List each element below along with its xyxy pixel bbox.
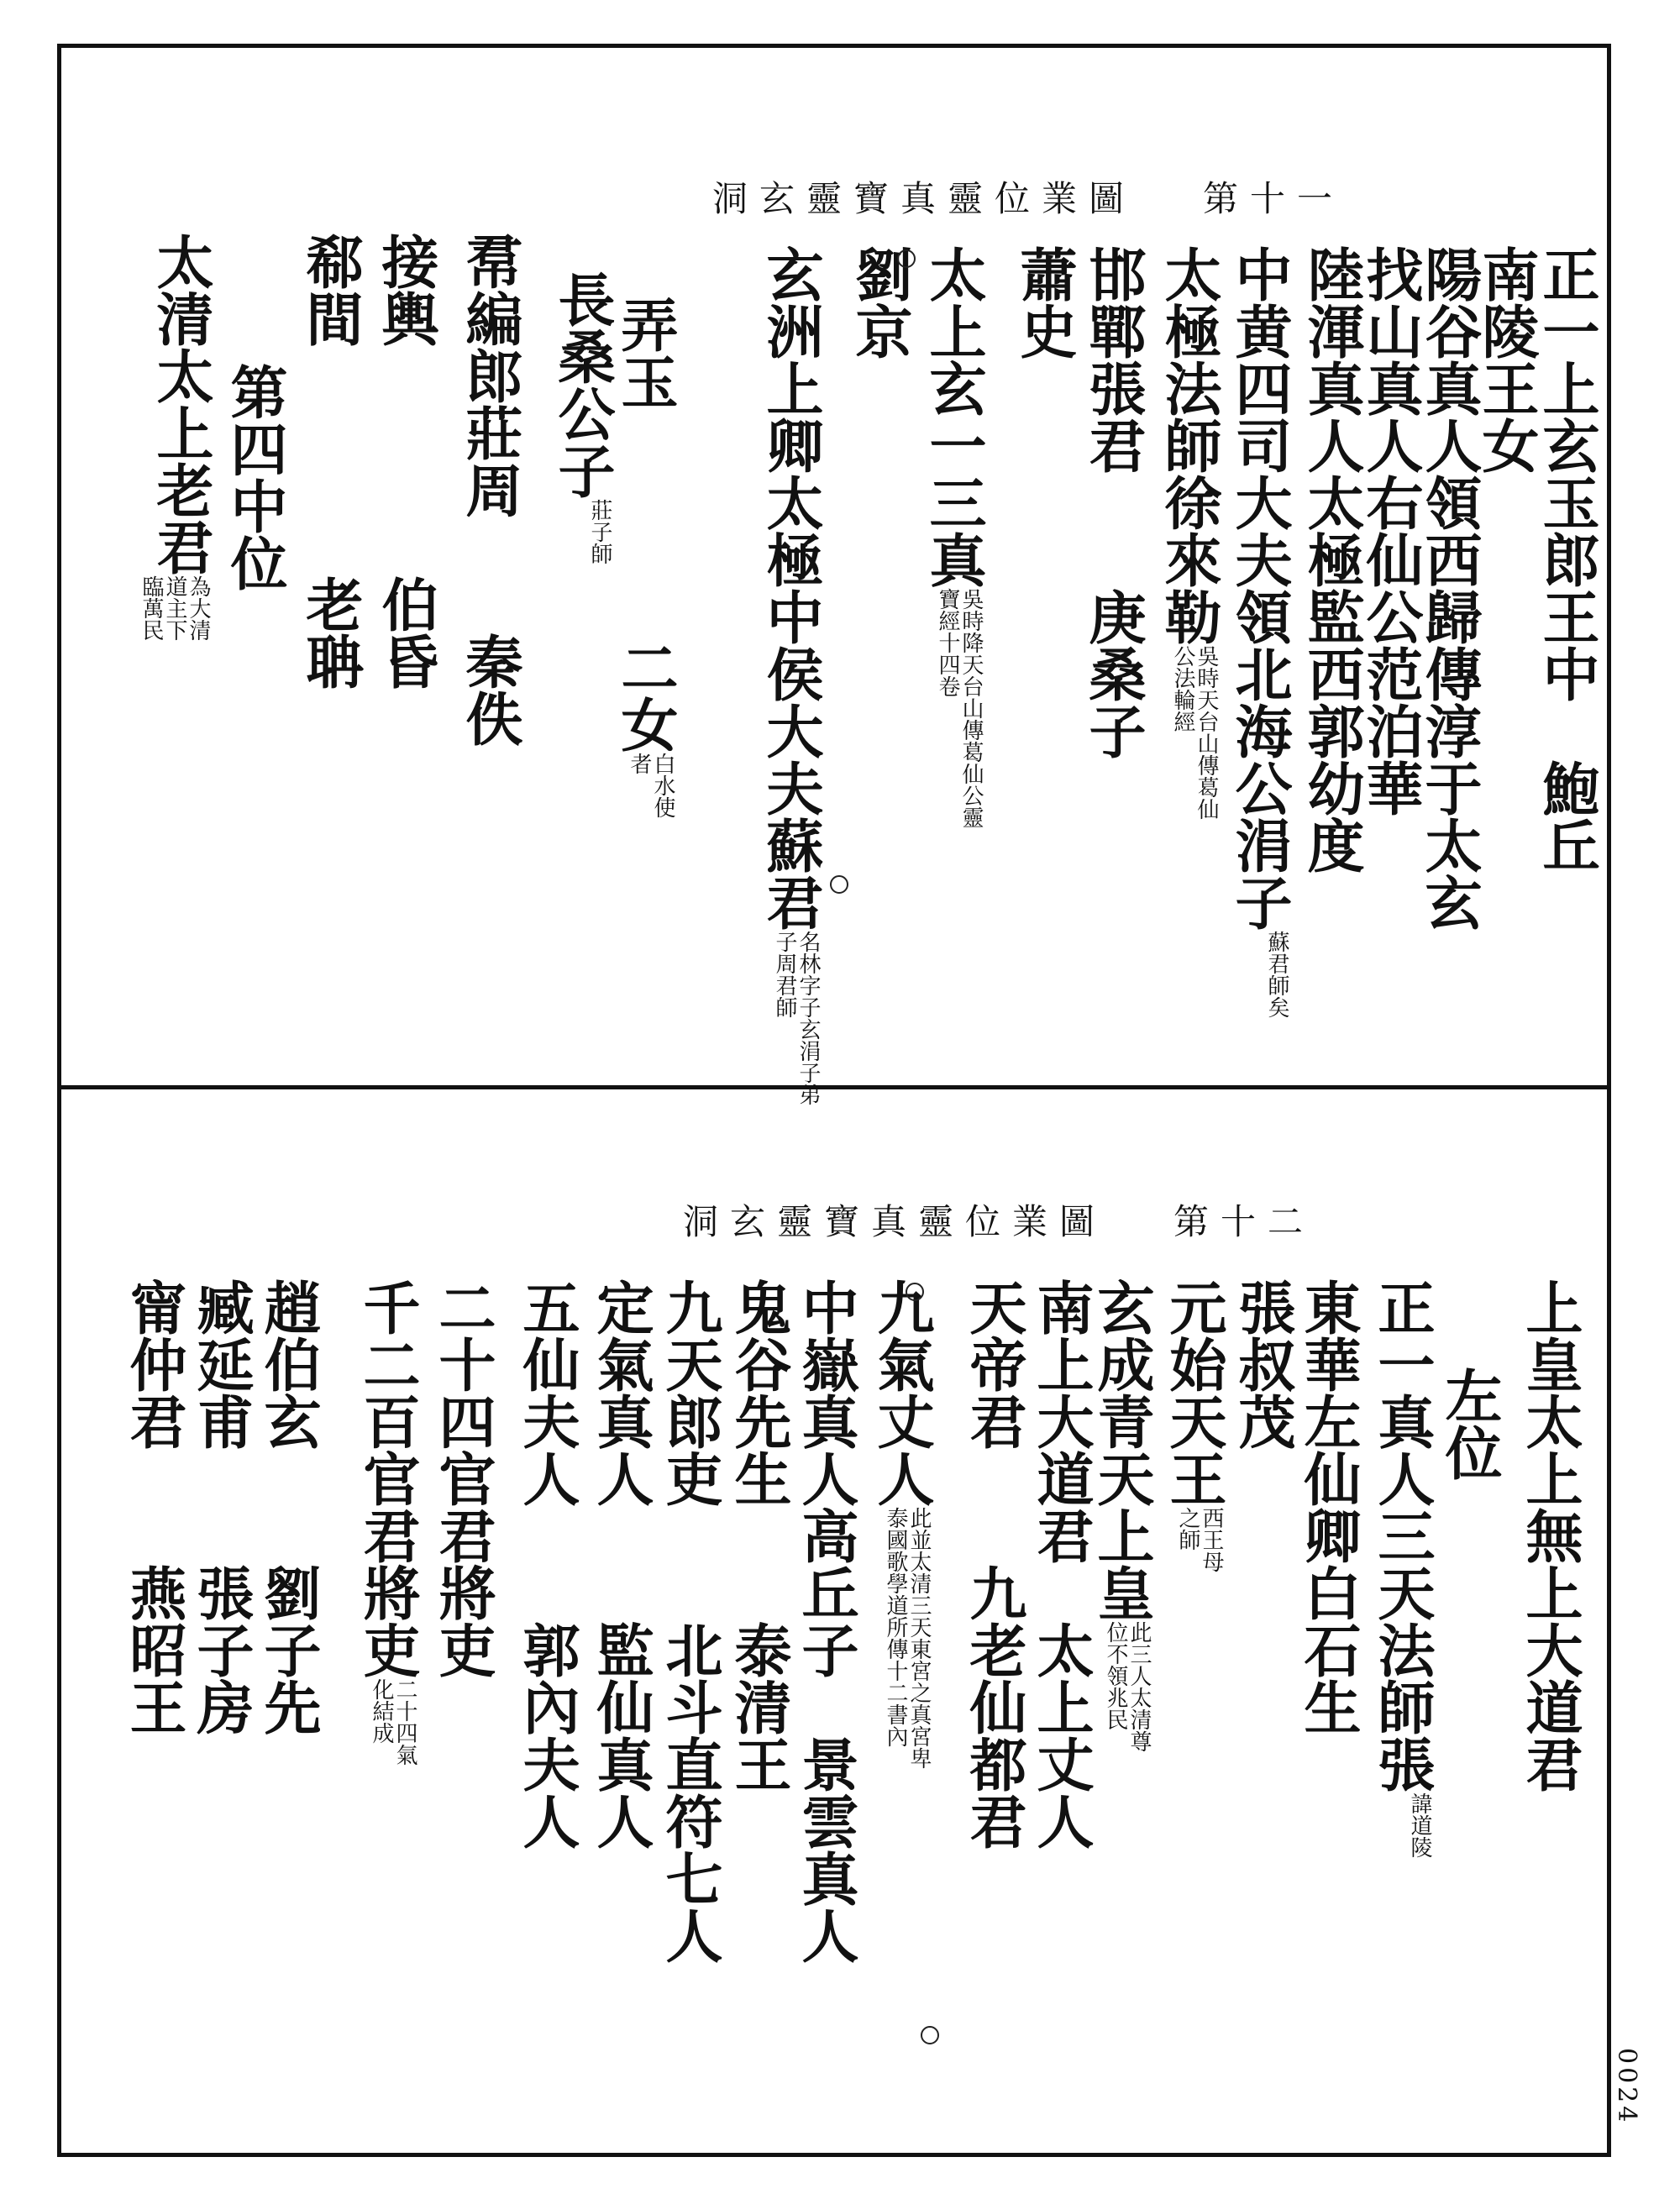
top-note: 名林字子玄涓子弟子周君師: [772, 931, 821, 1105]
top-note: 吳時天台山傳葛仙公法輪經: [1170, 645, 1219, 820]
bottom-column: 玄成青天上皇此三人太清尊位不領兆民: [1092, 1278, 1151, 1772]
top-column: 邯鄲張君 庚桑子: [1079, 245, 1147, 759]
bottom-column: 二十四官君將吏: [429, 1278, 496, 1678]
bottom-column: 千二百官君將吏二十四氣化結成: [358, 1278, 417, 1771]
bottom-column: 甯仲君 燕昭王: [120, 1278, 187, 1735]
bottom-column: 上皇太上無上大道君: [1516, 1278, 1583, 1792]
top-header: [712, 171, 1344, 222]
bottom-column: 九氣丈人此並太清三天東宮之真宮卑泰國歌學道所傳十二書內: [872, 1278, 931, 1784]
bottom-column: 元始天王西王母之師: [1164, 1278, 1223, 1582]
top-column: 長桑公子莊子師: [549, 270, 616, 564]
top-column: 弄玉 二女白水使者: [616, 296, 675, 837]
top-panel: [57, 44, 1611, 1105]
top-note: 為大清道主下臨萬民: [139, 575, 211, 641]
circle-mark: [921, 2026, 939, 2044]
bottom-column: 東華左仙卿白石生: [1294, 1278, 1362, 1735]
top-column: 南陵王女: [1473, 245, 1540, 474]
bottom-note: 西王母之師: [1175, 1507, 1224, 1572]
top-column: 陸渾真人太極監西郭幼度: [1298, 245, 1365, 874]
top-column: 陽谷真人領西歸傳淳于太玄: [1415, 245, 1483, 931]
bottom-column: 張叔茂: [1229, 1278, 1296, 1450]
top-column: 玄洲上卿太極中侯大夫蘇君名林字子玄涓子弟子周君師: [757, 245, 824, 1105]
top-note: 莊子師: [587, 499, 612, 564]
bottom-column: 趙伯玄 劉子先: [255, 1278, 322, 1735]
top-column: 太清太上老君為大清道主下臨萬民: [151, 233, 210, 659]
top-column: 郗間 老聃: [297, 233, 364, 690]
top-column: 找山真人右仙公范泊華: [1357, 245, 1424, 816]
bottom-note: 諱道陵: [1407, 1792, 1432, 1858]
top-column: 第四中位: [221, 363, 288, 591]
bottom-column: 定氣真人 監仙真人: [587, 1278, 654, 1850]
top-column: 蕭史: [1011, 245, 1078, 360]
top-column: 劉京: [846, 245, 913, 360]
top-note: 蘇君師矣: [1264, 931, 1289, 1018]
bottom-column: 臧延甫 張子房: [187, 1278, 255, 1735]
top-column: 正一上玄玉郎王中 鮑丘: [1533, 245, 1600, 874]
bottom-column: 九天郎吏 北斗直符七人: [656, 1278, 723, 1964]
top-column: 接輿 伯昏: [372, 233, 439, 690]
bottom-column: 五仙夫人 郭內夫人: [513, 1278, 580, 1850]
top-header-section: 第十一: [1203, 178, 1345, 219]
bottom-column: 南上大道君 太上丈人: [1027, 1278, 1095, 1850]
circle-mark: [897, 249, 916, 268]
bottom-note: 此並太清三天東宮之真宮卑泰國歌學道所傳十二書內: [883, 1507, 932, 1769]
circle-mark: [906, 1283, 924, 1301]
bottom-header-title: 洞玄靈寶真靈位業圖: [683, 1201, 1107, 1242]
top-note: 吳時降天台山傳葛仙公靈寶經十四卷: [935, 588, 984, 828]
top-header-title: 洞玄靈寶真靈位業圖: [712, 178, 1137, 219]
bottom-panel: [57, 1089, 1611, 2157]
bottom-header-section: 第十二: [1173, 1201, 1315, 1242]
bottom-column: 鬼谷先生 泰清王: [725, 1278, 792, 1792]
top-column: 太上玄一三真吳時降天台山傳葛仙公靈寶經十四卷: [924, 245, 983, 832]
top-note: 白水使者: [627, 753, 675, 818]
bottom-column: 正一真人三天法師張諱道陵: [1373, 1278, 1431, 1868]
bottom-header: [683, 1194, 1315, 1245]
bottom-column: 天帝君 九老仙都君: [960, 1278, 1027, 1850]
top-column: 帬編郎莊周 秦佚: [456, 233, 523, 747]
circle-mark: [830, 875, 848, 894]
bottom-note: 二十四氣化結成: [369, 1678, 417, 1766]
top-column: 太極法師徐來勒吳時天台山傳葛仙公法輪經: [1155, 245, 1222, 820]
top-column: 中黄四司大夫領北海公涓子蘇君師矣: [1230, 245, 1289, 1031]
bottom-column: 左位: [1436, 1367, 1503, 1481]
bottom-note: 此三人太清尊位不領兆民: [1103, 1621, 1152, 1752]
page-number: 0024: [1612, 2048, 1641, 2126]
bottom-column: 中嶽真人高丘子 景雲真人: [792, 1278, 859, 1964]
